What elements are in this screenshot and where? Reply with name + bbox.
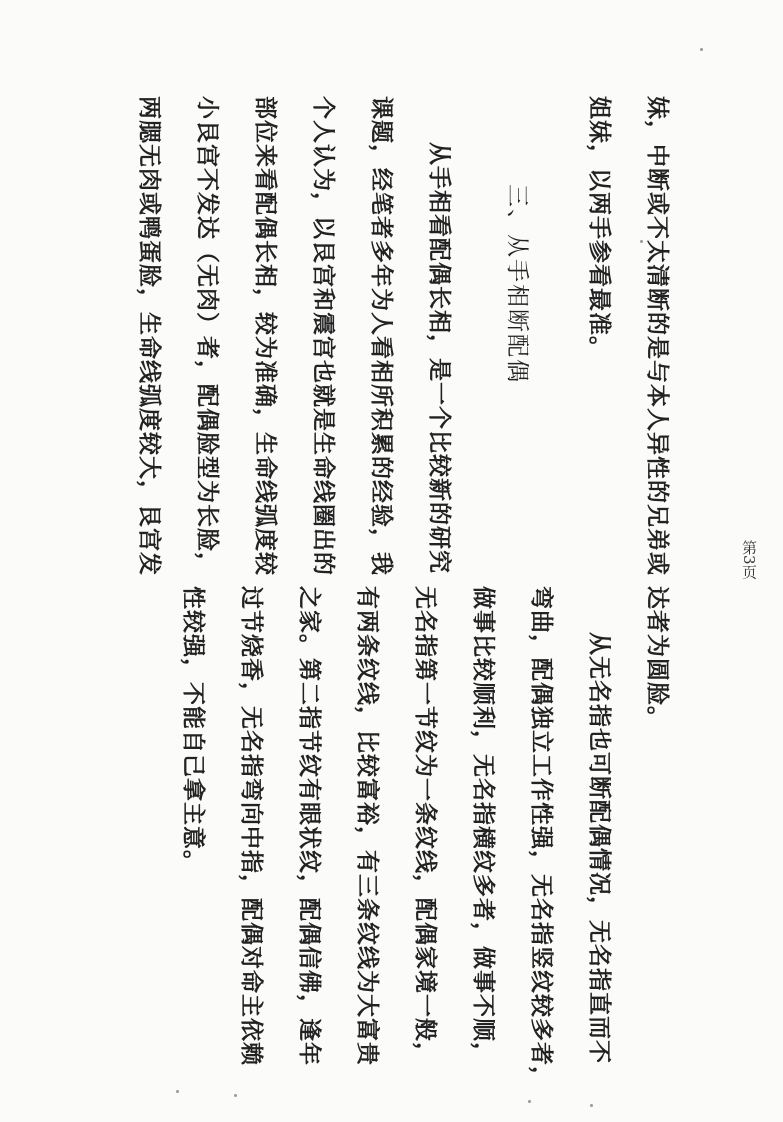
right-text-column <box>112 586 672 1090</box>
text-line: 妹，中断或不太清断的是与本人异性的兄弟或 <box>644 96 670 576</box>
page-number: 第3页 <box>740 540 758 580</box>
text-line: 弯曲，配偶独立工作性强，无名指竖纹较多者， <box>528 586 554 1090</box>
text-line: 之家。第二指节纹有眼状纹，配偶信佛，逢年 <box>296 586 322 1066</box>
scan-speck <box>640 240 643 243</box>
left-text-column <box>112 96 672 576</box>
text-line: 课题，经笔者多年为人看相所积累的经验，我 <box>368 96 394 576</box>
text-line: 性较强，不能自己拿主意。 <box>180 586 206 874</box>
text-line: 两腮无肉或鸭蛋脸，生命线弧度较大，艮宫发 <box>136 96 162 576</box>
scan-speck <box>176 1090 179 1093</box>
text-line: 无名指第一节纹为一条纹线，配偶家境一般， <box>412 586 438 1066</box>
text-line: 有两条纹线，比较富裕，有三条纹线为大富贵 <box>354 586 380 1066</box>
text-line: 从手相看配偶长相，是一个比较新的研究 <box>426 142 452 574</box>
scan-speck <box>234 1094 237 1097</box>
text-line: 姐妹，以两手参看最准。 <box>586 96 612 360</box>
rotated-text-block <box>112 96 672 1090</box>
text-line: 做事比较顺利，无名指横纹多者，做事不顺， <box>470 586 496 1066</box>
text-line: 个人认为，以艮宫和震宫也就是生命线圈出的 <box>310 96 336 576</box>
text-line: 从无名指也可断配偶情况，无名指直而不 <box>586 632 612 1064</box>
scan-speck <box>590 1104 593 1107</box>
scan-speck <box>528 1100 531 1103</box>
text-line: 达者为圆脸。 <box>644 586 670 730</box>
text-line: 部位来看配偶长相，较为准确，生命线弧度较 <box>252 96 278 576</box>
text-line: 过节烧香，无名指弯向中指，配偶对命主依赖 <box>238 586 264 1066</box>
scan-speck <box>700 48 703 51</box>
section-heading: 三、从手相断配偶 <box>504 184 530 384</box>
text-line: 小艮宫不发达（无肉）者，配偶脸型为长脸， <box>194 96 220 576</box>
